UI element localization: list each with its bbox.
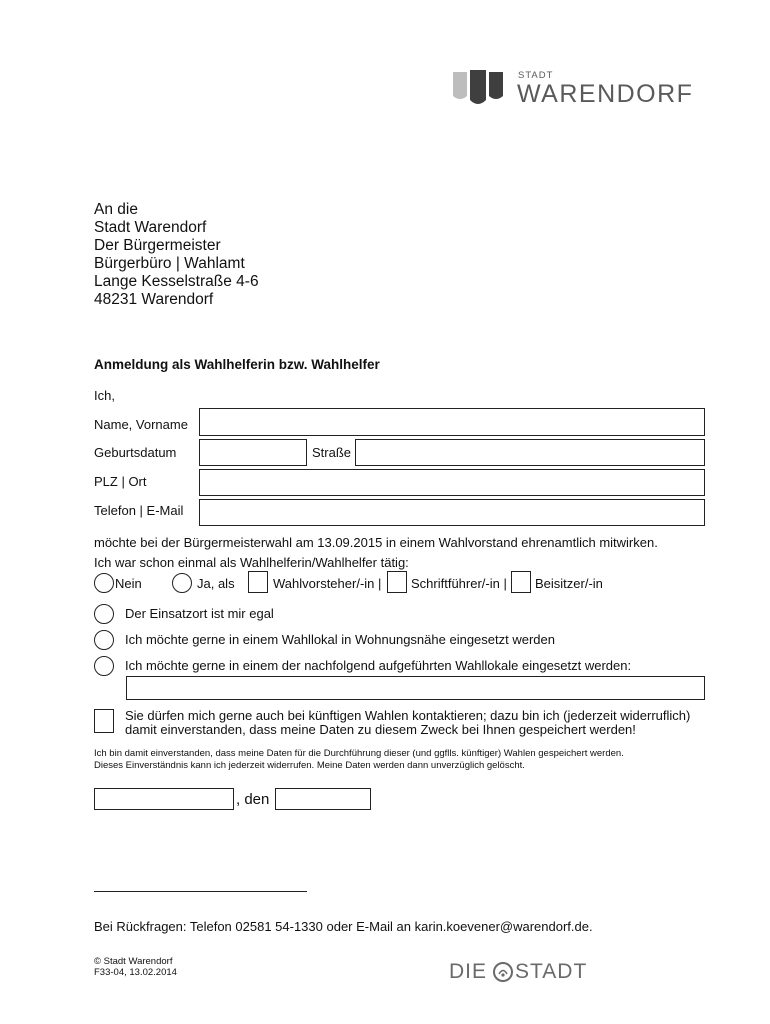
signature-line xyxy=(94,891,307,892)
name-input[interactable] xyxy=(199,408,705,436)
footer-brand-stadt: STADT xyxy=(515,960,588,983)
address-line: An die xyxy=(94,201,138,218)
consent-text-2: damit einverstanden, dass meine Daten zu diesem Zweck bei Ihnen gespeichert werden! xyxy=(125,722,636,737)
polling-station-input[interactable] xyxy=(126,676,705,700)
role-beisitzer-label: Beisitzer/-in xyxy=(535,576,603,591)
form-title: Anmeldung als Wahlhelferin bzw. Wahlhelfer xyxy=(94,357,380,372)
address-line: Stadt Warendorf xyxy=(94,219,207,236)
location-near-label: Ich möchte gerne in einem Wahllokal in Wohnungsnähe eingesetzt werden xyxy=(125,632,555,647)
radio-location-any[interactable] xyxy=(94,604,114,624)
statement-text: möchte bei der Bürgermeisterwahl am 13.09.2015 in einem Wahlvorstand ehrenamtlich mitwirken. xyxy=(94,535,658,550)
form-id-text: F33-04, 13.02.2014 xyxy=(94,967,177,978)
location-list-label: Ich möchte gerne in einem der nachfolgend aufgeführten Wahllokale eingesetzt werden: xyxy=(125,658,632,673)
phone-label: Telefon | E-Mail xyxy=(94,503,184,518)
prior-question: Ich war schon einmal als Wahlhelferin/Wahlhelfer tätig: xyxy=(94,555,409,570)
plz-input[interactable] xyxy=(199,469,705,496)
radio-ja-label: Ja, als xyxy=(197,576,235,591)
footer-brand-logo xyxy=(449,960,587,984)
name-label: Name, Vorname xyxy=(94,417,188,432)
coat-of-arms-icon xyxy=(451,68,513,112)
contact-text: Bei Rückfragen: Telefon 02581 54-1330 oder E-Mail an karin.koevener@warendorf.de. xyxy=(94,919,593,934)
checkbox-beisitzer[interactable] xyxy=(511,571,531,593)
radio-nein[interactable] xyxy=(94,573,114,593)
radio-location-near[interactable] xyxy=(94,630,114,650)
consent-checkbox[interactable] xyxy=(94,709,114,733)
phone-email-input[interactable] xyxy=(199,499,705,526)
address-line: 48231 Warendorf xyxy=(94,291,214,308)
street-label: Straße xyxy=(312,445,352,460)
radio-location-list[interactable] xyxy=(94,656,114,676)
copyright-text: © Stadt Warendorf xyxy=(94,956,173,967)
consent-text-1: Sie dürfen mich gerne auch bei künftigen Wahlen kontaktieren; dazu bin ich (jederzeit widerruflich) xyxy=(125,708,691,723)
place-input[interactable] xyxy=(94,788,234,810)
address-line: Der Bürgermeister xyxy=(94,237,221,254)
privacy-text-1: Ich bin damit einverstanden, dass meine Daten für die Durchführung dieser (und ggflls. künftiger) Wahlen gespeichert werden. xyxy=(94,748,624,759)
radio-nein-label: Nein xyxy=(115,576,142,591)
location-any-label: Der Einsatzort ist mir egal xyxy=(125,606,274,621)
checkbox-wahlvorsteher[interactable] xyxy=(248,571,268,593)
den-label: , den xyxy=(236,791,270,808)
logo-name-text: WARENDORF xyxy=(517,80,694,108)
address-line: Lange Kesselstraße 4-6 xyxy=(94,273,259,290)
footer-brand-die: DIE xyxy=(449,960,488,983)
date-input[interactable] xyxy=(275,788,371,810)
role-wahlvorsteher-label: Wahlvorsteher/-in | xyxy=(273,576,382,591)
address-line: Bürgerbüro | Wahlamt xyxy=(94,255,245,272)
logo-stadt-text: STADT xyxy=(518,70,554,81)
ich-label: Ich, xyxy=(94,388,115,403)
checkbox-schriftfuehrer[interactable] xyxy=(387,571,407,593)
privacy-text-2: Dieses Einverständnis kann ich jederzeit widerrufen. Meine Daten werden dann unverzüglich gelöscht. xyxy=(94,760,525,771)
plz-label: PLZ | Ort xyxy=(94,474,147,489)
birthdate-input[interactable] xyxy=(199,439,307,466)
street-input[interactable] xyxy=(355,439,705,466)
city-emblem-icon xyxy=(492,961,514,983)
radio-ja[interactable] xyxy=(172,573,192,593)
role-schriftfuehrer-label: Schriftführer/-in | xyxy=(411,576,507,591)
birthdate-label: Geburtsdatum xyxy=(94,445,177,460)
